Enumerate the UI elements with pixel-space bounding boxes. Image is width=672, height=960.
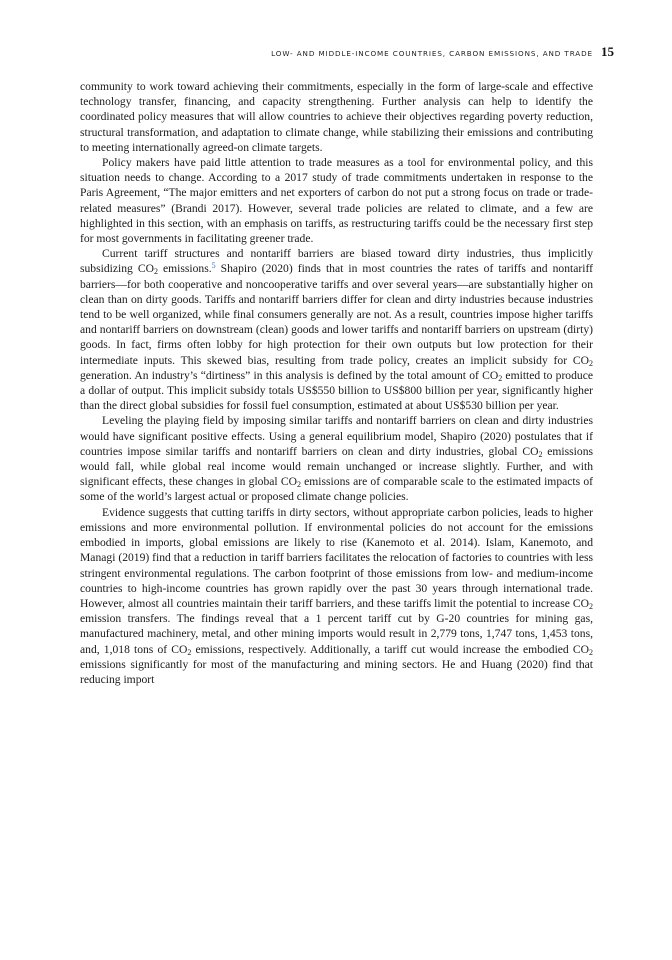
text-run: emitted to produce a dollar of output. This implicit subsidy totals US$550 billion to US$800 billion per year, significantly higher than the direct global subsidies for fossil fuel consumption, estimated at about US$530 billion per year.	[80, 368, 593, 413]
subscript: 2	[589, 358, 593, 368]
subscript: 2	[296, 480, 301, 490]
body-text	[80, 79, 593, 687]
text-run: community to work toward achieving their commitments, especially in the form of large-scale and effective technology transfer, financing, and capacity strengthening. Further analysis can help to identify the coordinated policy measures that will allow countries to achieve their objectives regarding poverty reduction, structural transformation, and adaptation to climate change, while stabilizing their emissions and contributing to meeting internationally agreed-on climate targets.	[80, 80, 593, 154]
text-run: emissions.	[157, 262, 212, 276]
text-run: generation. An industry’s “dirtiness” in this analysis is defined by the total amount of CO	[80, 368, 499, 382]
subscript: 2	[153, 267, 158, 277]
running-head: LOW- AND MIDDLE-INCOME COUNTRIES, CARBON EMISSIONS, AND TRADE	[271, 49, 593, 58]
text-run: Shapiro (2020) finds that in most countries the rates of tariffs and nontariff barriers—for both cooperative and noncooperative tariffs and over several years—are substantially higher on clean than on dirty goods. Tariffs and nontariff barriers differ for clean and dirty industries because industries tend to be well organized, while final consumers generally are not. As a result, countries impose higher tariffs and nontariff barriers on downstream (clean) goods and lower tariffs and nontariff barriers on upstream (dirty) goods. In fact, firms often lobby for high protection for their own outputs but low protection for their intermediate inputs. This skewed bias, resulting from trade policy, creates an implicit subsidy for CO	[80, 262, 593, 367]
paragraph	[80, 79, 593, 155]
paragraph	[80, 505, 593, 687]
text-run: emissions would fall, while global real income would remain unchanged or increase slightly. Further, and with significant effects, these changes in global CO	[80, 444, 593, 489]
text-run: emissions, respectively. Additionally, a tariff cut would increase the embodied CO	[191, 642, 589, 656]
text-run: Policy makers have paid little attention to trade measures as a tool for environmental policy, and this situation needs to change. According to a 2017 study of trade commitments undertaken in response to the Paris Agreement, “The major emitters and net exporters of carbon do not put a strong focus on trade or trade-related measures” (Brandi 2017). However, several trade policies are related to climate, and a few are highlighted in this section, with an emphasis on tariffs, as restructuring tariffs could be the necessary first step for most governments in facilitating greener trade.	[80, 156, 593, 246]
subscript: 2	[589, 601, 593, 611]
text-run: emissions significantly for most of the manufacturing and mining sectors. He and Huang (2020) find that reducing import	[80, 657, 593, 686]
text-run: Evidence suggests that cutting tariffs in dirty sectors, without appropriate carbon policies, leads to higher emissions and more environmental pollution. If environmental policies do not account for the emissions embodied in imports, global emissions are likely to rise (Kanemoto et al. 2014). Islam, Kanemoto, and Managi (2019) find that a reduction in tariff barriers facilitates the relocation of factories to countries with less stringent environmental regulations. The carbon footprint of those emissions from low- and medium-income countries to high-income countries has grown rapidly over the past 30 years through international trade. However, almost all countries maintain their tariff barriers, and these tariffs limit the potential to increase CO	[80, 505, 593, 610]
footnote-link[interactable]: 5	[211, 261, 216, 271]
subscript: 2	[498, 373, 503, 383]
text-run: emissions are of comparable scale to the estimated impacts of some of the world’s largest actual or proposed climate change policies.	[80, 475, 593, 504]
page-number: 15	[601, 44, 614, 59]
paragraph	[80, 155, 593, 246]
text-run: Leveling the playing field by imposing similar tariffs and nontariff barriers on clean and dirty industries would have significant positive effects. Using a general equilibrium model, Shapiro (2020) postulates that if countries impose similar tariffs and nontariff barriers on clean and dirty industries, global CO	[80, 414, 593, 458]
subscript: 2	[538, 449, 543, 459]
text-run: Current tariff structures and nontariff barriers are biased toward dirty industries, thus implicitly subsidizing CO	[80, 247, 593, 276]
paragraph	[80, 413, 593, 504]
text-run: emission transfers. The findings reveal that a 1 percent tariff cut by G-20 countries for mining gas, manufactured machinery, metal, and other mining imports would result in 2,779 tons, 1,747 tons, 1,453 tons, and, 1,018 tons of CO	[80, 612, 593, 656]
subscript: 2	[588, 647, 593, 657]
page-header	[271, 44, 614, 60]
paragraph	[80, 246, 593, 413]
subscript: 2	[187, 647, 192, 657]
